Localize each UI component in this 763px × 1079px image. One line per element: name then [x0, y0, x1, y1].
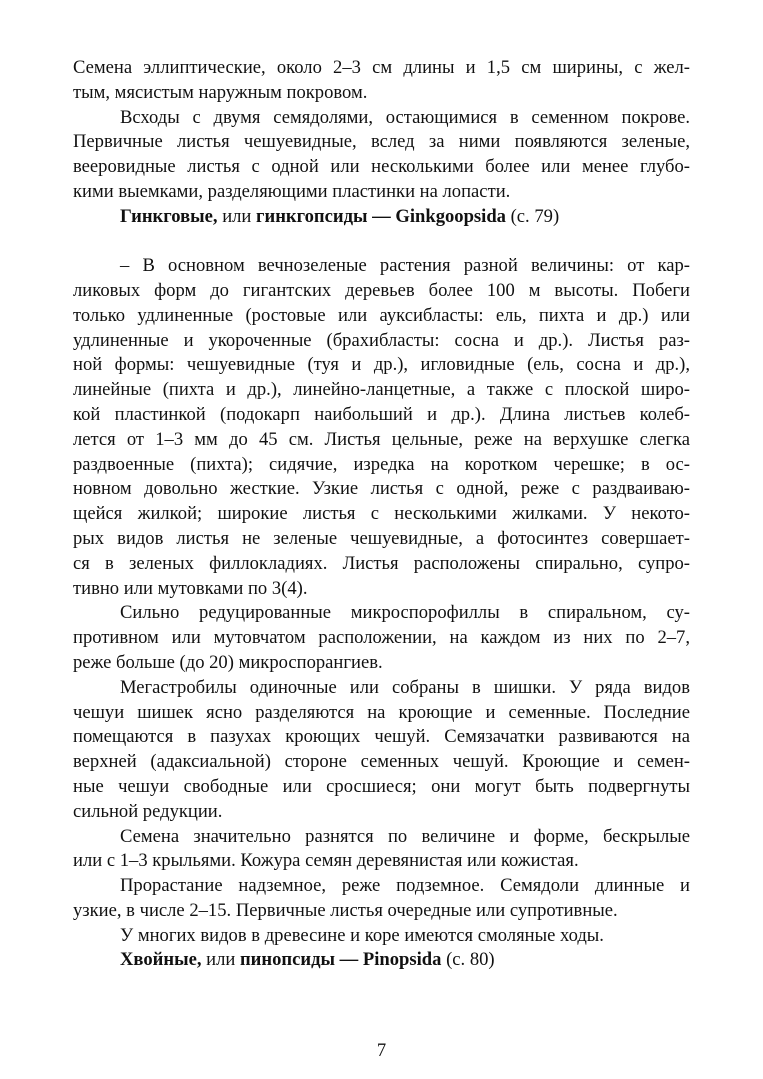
text-line: Семена эллиптические, около 2–3 см длины и 1,5 см ширины, с жел-: [73, 57, 690, 78]
heading-bold-part: Гинкговые,: [120, 205, 218, 227]
text-line: Мегастробилы одиночные или собраны в шишки. У ряда видов: [120, 676, 690, 698]
text-line: Семена значительно разнятся по величине и форме, бескрылые: [120, 825, 690, 847]
text-line: удлиненные и укороченные (брахибласты: сосна и др.). Листья раз-: [73, 329, 690, 351]
heading-page-ref: (с. 79): [505, 205, 560, 227]
paragraph: [73, 924, 690, 949]
text-line: лется от 1–3 мм до 45 см. Листья цельные, реже на верхушке слегка: [73, 428, 690, 450]
text-line: помещаются в пазухах кроющих чешуй. Семязачатки развиваются на: [73, 726, 690, 748]
text-line: Сильно редуцированные микроспорофиллы в спиральном, су-: [120, 602, 690, 624]
section-heading-ginkgoopsida: [73, 205, 690, 230]
text-line: Прорастание надземное, реже подземное. Семядоли длинные и: [120, 875, 690, 897]
text-line: чешуи шишек ясно разделяются на кроющие и семенные. Последние: [73, 701, 690, 723]
heading-bold-part: гинкгопсиды — Ginkgoopsida: [256, 205, 506, 227]
text-line: верхней (адаксиальной) стороне семенных чешуй. Кроющие и семен-: [73, 751, 690, 773]
text-line: ной формы: чешуевидные (туя и др.), игловидные (ель, сосна и др.),: [73, 354, 690, 376]
heading-page-ref: (с. 80): [441, 949, 495, 971]
paragraph: [73, 874, 690, 924]
text-line: реже больше (до 20) микроспорангиев.: [73, 651, 383, 673]
text-line: противном или мутовчатом расположении, на каждом из них по 2–7,: [73, 627, 690, 649]
text-line: щейся жилкой; широкие листья с несколькими жилками. У некото-: [73, 503, 690, 525]
text-line: узкие, в числе 2–15. Первичные листья очередные или супротивные.: [73, 899, 618, 921]
heading-bold-part: пинопсиды — Pinopsida: [239, 949, 442, 971]
text-line: или с 1–3 крыльями. Кожура семян деревянистая или кожистая.: [73, 850, 579, 872]
text-line: У многих видов в древесине и коре имеются смоляные ходы.: [120, 924, 604, 946]
text-line: тым, мясистым наружным покровом.: [73, 81, 368, 103]
text-line: новном довольно жесткие. Узкие листья с одной, реже с раздваиваю-: [73, 478, 690, 500]
text-line: ные чешуи свободные или сросшиеся; они могут быть подвергнуты: [73, 775, 690, 797]
text-line: кой пластинкой (подокарп наибольший и др.). Длина листьев колеб-: [73, 403, 690, 425]
text-line: ликовых форм до гигантских деревьев более 100 м высоты. Побеги: [73, 279, 690, 301]
paragraph: [73, 254, 690, 601]
page-body: [73, 56, 690, 973]
text-line: вееровидные листья с одной или несколькими более или менее глубо-: [73, 156, 690, 178]
paragraph: [73, 676, 690, 825]
text-line: рых видов листья не зеленые чешуевидные, а фотосинтез совершает-: [73, 527, 690, 549]
text-line: ся в зеленых филлокладиях. Листья расположены спирально, супро-: [73, 552, 690, 574]
heading-bold-part: Хвойные,: [120, 949, 202, 971]
paragraph: [73, 601, 690, 675]
text-line: Первичные листья чешуевидные, вслед за ними появляются зеленые,: [73, 131, 690, 153]
text-line: – В основном вечнозеленые растения разной величины: от кар-: [120, 255, 690, 277]
blank-gap: [73, 230, 690, 255]
paragraph: [73, 106, 690, 205]
text-line: линейные (пихта и др.), линейно-ланцетные, а также с плоской широ-: [73, 379, 690, 401]
text-line: кими выемками, разделяющими пластинки на лопасти.: [73, 180, 511, 202]
paragraph: [73, 825, 690, 875]
heading-connector: или: [201, 949, 240, 971]
section-heading-pinopsida: [73, 948, 690, 973]
paragraph: [73, 56, 690, 106]
page-number: 7: [376, 1040, 387, 1061]
heading-connector: или: [217, 205, 257, 227]
text-line: тивно или мутовками по 3(4).: [73, 577, 308, 599]
text-line: только удлиненные (ростовые или ауксибласты: ель, пихта и др.) или: [73, 304, 690, 326]
text-line: Всходы с двумя семядолями, остающимися в семенном покрове.: [120, 106, 690, 128]
text-line: раздвоенные (пихта); сидячие, изредка на коротком черешке; в ос-: [73, 453, 690, 475]
text-line: сильной редукции.: [73, 800, 223, 822]
